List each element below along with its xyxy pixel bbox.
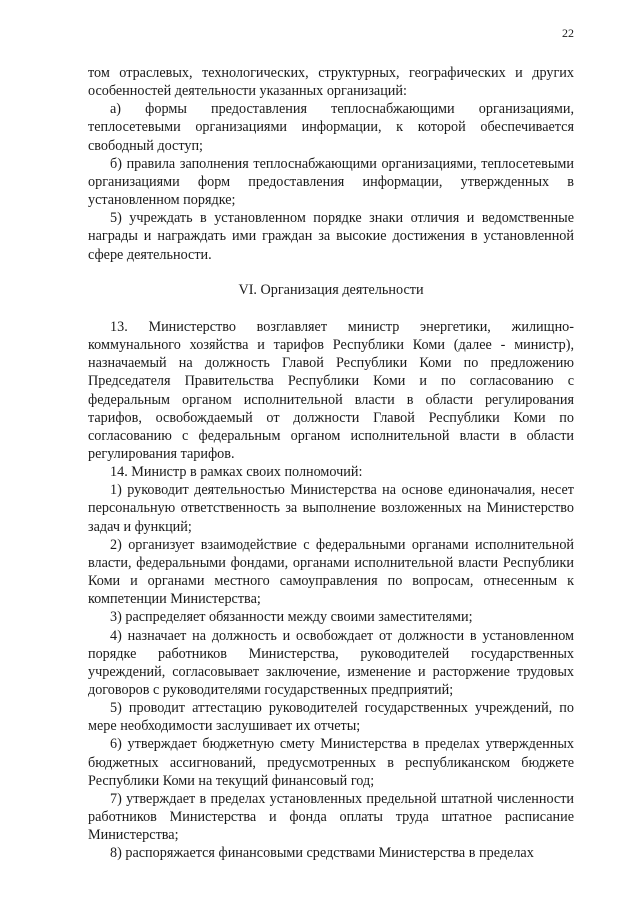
power-item-8: 8) распоряжается финансовыми средствами Министерства в пределах — [110, 845, 534, 862]
power-item-6: 6) утверждает бюджетную смету Министерства в пределах утвержденных бюджетных ассигнований, предусмотренных в республиканском бюджете Республики Коми на текущий финансовый год; — [88, 736, 574, 789]
power-item-7: 7) утверждает в пределах установленных предельной штатной численности работников Министерства и фонда оплаты труда штатное расписание Министерства; — [88, 790, 574, 844]
list-item-b: б) правила заполнения теплоснабжающими организациями, теплосетевыми организациями форм предоставления информации, утвержденных в установленном порядке; — [88, 155, 574, 209]
power-item-5: 5) проводит аттестацию руководителей государственных учреждений, по мере необходимости заслушивает их отчеты; — [88, 700, 574, 735]
paragraph-14-intro: 14. Министр в рамках своих полномочий: — [110, 464, 363, 481]
power-item-3: 3) распределяет обязанности между своими заместителями; — [110, 609, 473, 626]
section-heading: VI. Организация деятельности — [238, 281, 424, 298]
power-item-2: 2) организует взаимодействие с федеральными органами исполнительной власти, федеральными фондами, органами исполнительной власти Республики Коми и органами местного самоуправления по вопросам, отнесенным к компетенции Министерства; — [88, 536, 574, 608]
power-item-1: 1) руководит деятельностью Министерства на основе единоначалия, несет персональную ответственность за выполнение возложенных на Министерство задач и функций; — [88, 482, 574, 535]
list-item-a: а) формы предоставления теплоснабжающими организациями, теплосетевыми организациями информации, к которой обеспечивается свободный доступ; — [88, 101, 574, 154]
list-item-5: 5) учреждать в установленном порядке знаки отличия и ведомственные награды и награждать ими граждан за высокие достижения в установленной сфере деятельности. — [88, 210, 574, 263]
power-item-4: 4) назначает на должность и освобождает от должности в установленном порядке работников Министерства, руководителей государственных учреждений, согласовывает заключение, изменение и расторжение трудовых договоров с руководителями государственных предприятий; — [88, 627, 574, 698]
page-number: 22 — [562, 26, 574, 40]
intro-paragraph: том отраслевых, технологических, структурных, географических и других особенностей деятельности указанных организаций: — [88, 65, 574, 100]
document-body — [88, 64, 574, 863]
paragraph-13: 13. Министерство возглавляет министр энергетики, жилищно-коммунального хозяйства и тарифов Республики Коми (далее - министр), назначаемый на должность Главой Республики Коми по предложению Председателя Правительства Республики Коми и по согласованию с федеральным органом исполнительной власти в области регулирования тарифов, освобождаемый от должности Главой Республики Коми по согласованию с федеральным органом исполнительной власти в области регулирования тарифов. — [88, 318, 574, 462]
